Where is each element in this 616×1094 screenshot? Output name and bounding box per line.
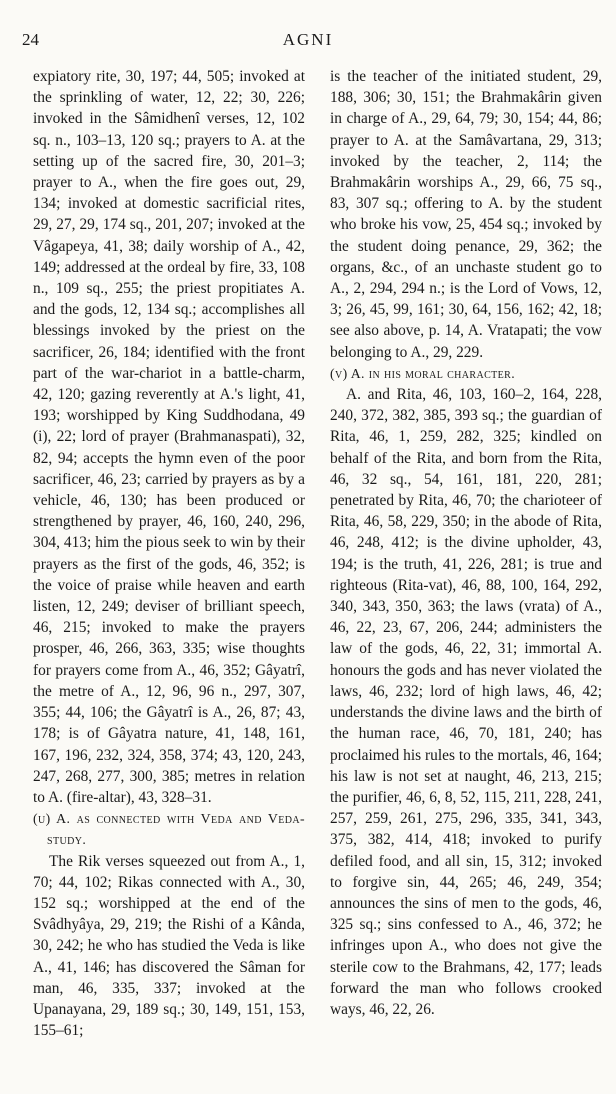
page-number: 24 bbox=[22, 30, 39, 49]
running-title: AGNI bbox=[282, 30, 334, 49]
page-header bbox=[22, 30, 594, 54]
index-entry-paragraph: The Rik verses squeezed out from A., 1, 70; 44, 102; Rikas connected with A., 30, 152 sq.; worshipped at the end of the Svâdhyâya, 29, 219; the Rishi of a Kânda, 30, 242; he who has studied the Veda is like A., 41, 146; has discovered the Sâman for man, 46, 335, 337; invoked at the Upanayana, 29, 189 sq.; 30, 149, 151, 153, 155–61; bbox=[33, 852, 305, 1040]
section-heading-u: (u) A. as connected with Veda and Veda-study. bbox=[33, 811, 305, 848]
left-column bbox=[33, 66, 305, 1041]
index-entry-paragraph: A. and Rita, 46, 103, 160–2, 164, 228, 240, 372, 382, 385, 393 sq.; the guardian of Rita, 46, 1, 259, 282, 325; kindled on behalf of the Rita, and born from the Rita, 46, 32 sq., 54, 161, 181, 220, 281; penetrated by Rita, 46, 70; the charioteer of Rita, 46, 58, 229, 350; in the abode of Rita, 46, 248, 412; is the divine upholder, 43, 194; is the truth, 41, 226, 281; is true and righteous (Rita-vat), 46, 88, 100, 164, 292, 340, 343, 350, 363; the laws (vrata) of A., 46, 22, 23, 67, 206, 244; administers the law of the gods, 46, 22, 31; immortal A. honours the gods and has never violated the laws, 46, 232; lord of high laws, 46, 42; understands the divine laws and the birth of the human race, 46, 70, 181, 240; has proclaimed his rules to the mortals, 46, 164; his law is not set at naught, 46, 213, 215; the purifier, 46, 6, 8, 52, 115, 211, 228, 241, 257, 259, 261, 275, 296, 335, 341, 343, 375, 382, 414, 418; invoked to purify defiled food, and all sin, 15, 312; invoked to forgive sin, 44, 265; 46, 249, 354; announces the sins of men to the gods, 46, 325 sq.; sins confessed to A., 46, 372; he infringes upon A., who does not give the sterile cow to the Brahmans, 42, 177; leads forward the man who follows crooked ways, 46, 22, 26. bbox=[330, 386, 602, 1018]
index-entry-paragraph: expiatory rite, 30, 197; 44, 505; invoked at the sprinkling of water, 12, 22; 30, 226; invoked in the Sâmidhenî verses, 12, 102 sq. n., 103–13, 120 sq.; prayers to A. at the setting up of the sacred fire, 30, 201–3; prayer to A., when the fire goes out, 29, 134; invoked at domestic sacrificial rites, 29, 27, 29, 174 sq., 201, 207; invoked at the Vâgapeya, 41, 38; daily worship of A., 42, 149; addressed at the ordeal by fire, 33, 108 n., 109 sq., 255; the priest propitiates A. and the gods, 12, 134 sq.; accomplishes all blessings invoked by the priest on the sacrificer, 26, 184; identified with the front part of the war-chariot in a battle-charm, 42, 120; gazing reverently at A.'s light, 41, 193; worshipped by King Suddhodana, 49 (i), 22; lord of prayer (Brahmanaspati), 32, 82, 94; accepts the hymn even of the poor sacrificer, 46, 23; carried by prayers as by a vehicle, 46, 130; has been produced or strengthened by prayer, 46, 160, 240, 296, 304, 413; him the pious seek to win by their prayers as the first of the gods, 46, 352; is the voice of praise while heaven and earth listen, 12, 249; deviser of brilliant speech, 46, 215; invoked to make the prayers prosper, 46, 266, 363, 335; wise thoughts for prayers come from A., 46, 352; Gâyatrî, the metre of A., 12, 96, 96 n., 297, 307, 355; 44, 106; the Gâyatrî is A., 26, 87; 43, 178; is of Gâyatra nature, 41, 148, 161, 167, 196, 232, 324, 358, 374; 43, 120, 243, 247, 268, 277, 300, 385; metres in relation to A. (fire-altar), 43, 328–31. bbox=[33, 68, 305, 806]
section-heading-v: (v) A. in his moral character. bbox=[330, 365, 516, 381]
index-entry-paragraph: is the teacher of the initiated student, 29, 188, 306; 30, 151; the Brahmakârin given in charge of A., 29, 64, 79; 30, 154; 44, 86; prayer to A. at the Samâvartana, 29, 313; invoked by the teacher, 2, 114; the Brahmakârin worships A., 29, 66, 75 sq., 83, 307 sq.; offering to A. by the student who broke his vow, 25, 454 sq.; invoked by the student doing penance, 29, 362; the organs, &c., of an unchaste student go to A., 2, 294, 294 n.; is the Lord of Vows, 12, 3; 26, 45, 99, 161; 30, 64, 156, 162; 42, 18; see also above, p. 14, A. Vratapati; the vow belonging to A., 29, 229. bbox=[330, 68, 602, 361]
right-column bbox=[330, 66, 602, 1020]
